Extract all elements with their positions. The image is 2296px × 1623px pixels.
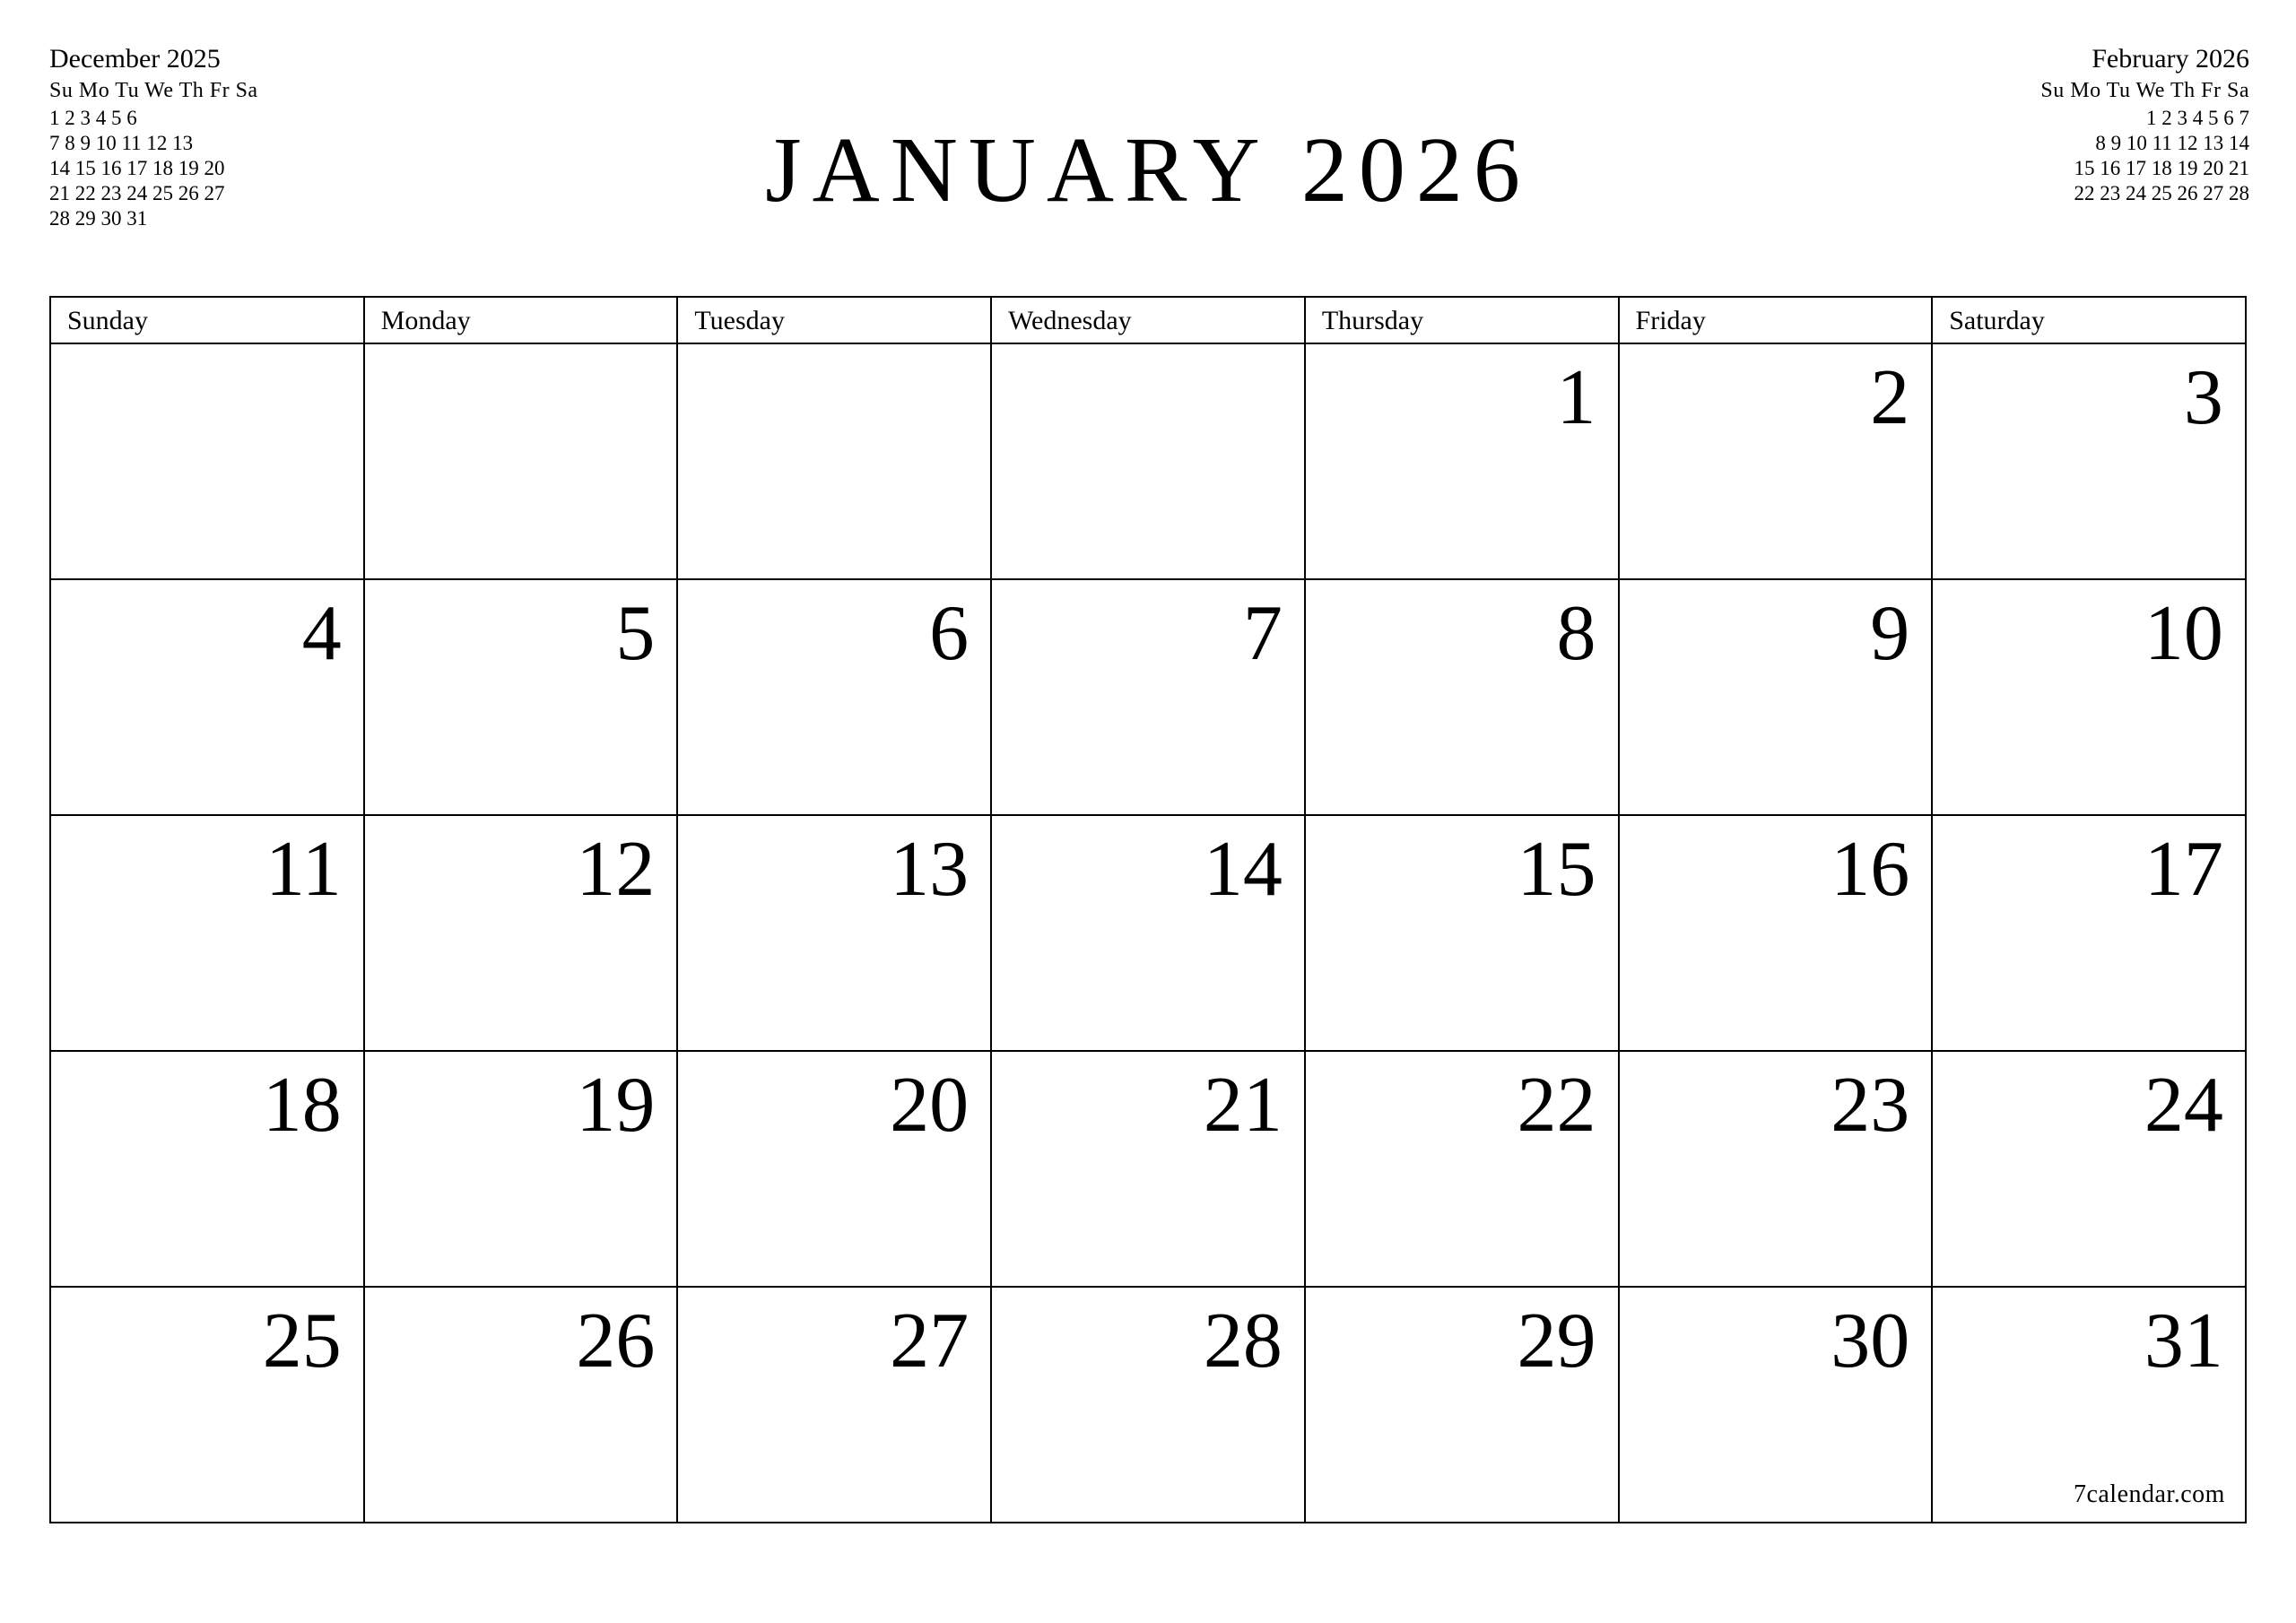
weekday-header-thursday: Thursday xyxy=(1306,298,1620,344)
day-number: 9 xyxy=(1870,590,1910,677)
day-cell[interactable] xyxy=(1933,580,2247,816)
day-cell[interactable] xyxy=(365,1288,679,1523)
day-number: 13 xyxy=(890,826,970,913)
day-cell[interactable] xyxy=(678,1052,992,1288)
day-cell[interactable] xyxy=(1306,1288,1620,1523)
day-cell[interactable] xyxy=(365,580,679,816)
day-number: 30 xyxy=(1831,1298,1910,1384)
day-cell[interactable] xyxy=(992,580,1306,816)
mini-calendar-previous-weekday-header: Su Mo Tu We Th Fr Sa xyxy=(49,79,258,103)
day-number: 12 xyxy=(576,826,656,913)
day-cell[interactable] xyxy=(51,580,365,816)
day-cell[interactable] xyxy=(51,344,365,580)
mini-calendar-next-week: 8 9 10 11 12 13 14 xyxy=(2095,131,2249,154)
day-cell[interactable] xyxy=(678,580,992,816)
day-number: 2 xyxy=(1870,354,1910,441)
day-cell[interactable] xyxy=(1306,344,1620,580)
day-cell[interactable] xyxy=(992,1052,1306,1288)
day-cell[interactable] xyxy=(1620,580,1934,816)
day-cell[interactable] xyxy=(51,1052,365,1288)
mini-calendar-previous-week: 21 22 23 24 25 26 27 xyxy=(49,182,225,205)
day-number: 20 xyxy=(890,1062,970,1149)
day-number: 29 xyxy=(1517,1298,1596,1384)
week-row xyxy=(51,580,2247,816)
mini-calendar-previous-week: 7 8 9 10 11 12 13 xyxy=(49,131,194,154)
day-cell[interactable] xyxy=(365,344,679,580)
week-row xyxy=(51,1288,2247,1523)
day-cell[interactable] xyxy=(1620,344,1934,580)
day-number: 27 xyxy=(890,1298,970,1384)
mini-calendar-next-week: 1 2 3 4 5 6 7 xyxy=(2146,106,2249,129)
mini-calendar-previous-week: 28 29 30 31 xyxy=(49,207,148,230)
day-number: 4 xyxy=(301,590,342,677)
weekday-header-wednesday: Wednesday xyxy=(992,298,1306,344)
day-cell[interactable] xyxy=(1933,1052,2247,1288)
day-number: 1 xyxy=(1556,354,1596,441)
calendar-header xyxy=(0,0,2296,278)
day-cell[interactable] xyxy=(992,344,1306,580)
day-number: 25 xyxy=(262,1298,342,1384)
weekday-header-sunday: Sunday xyxy=(51,298,365,344)
day-number: 15 xyxy=(1517,826,1596,913)
mini-calendar-previous-title: December 2025 xyxy=(49,44,221,74)
day-number: 10 xyxy=(2144,590,2223,677)
day-number: 11 xyxy=(265,826,342,913)
day-cell[interactable] xyxy=(365,1052,679,1288)
weekday-header-monday: Monday xyxy=(365,298,679,344)
week-row xyxy=(51,1052,2247,1288)
day-cell[interactable] xyxy=(1620,816,1934,1052)
day-number: 28 xyxy=(1203,1298,1283,1384)
weekday-header-friday: Friday xyxy=(1620,298,1934,344)
day-cell[interactable] xyxy=(1933,816,2247,1052)
day-cell[interactable] xyxy=(51,816,365,1052)
day-number: 19 xyxy=(576,1062,656,1149)
day-cell[interactable] xyxy=(1620,1288,1934,1523)
week-row xyxy=(51,344,2247,580)
day-number: 14 xyxy=(1203,826,1283,913)
mini-calendar-previous-week: 1 2 3 4 5 6 xyxy=(49,106,137,129)
weekday-header-row xyxy=(51,298,2247,344)
week-row xyxy=(51,816,2247,1052)
day-cell[interactable] xyxy=(1933,1288,2247,1523)
day-number: 8 xyxy=(1556,590,1596,677)
mini-calendar-previous-week: 14 15 16 17 18 19 20 xyxy=(49,156,225,179)
day-number: 26 xyxy=(576,1298,656,1384)
day-cell[interactable] xyxy=(1306,816,1620,1052)
mini-calendar-next-week: 22 23 24 25 26 27 28 xyxy=(2074,182,2249,205)
day-number: 18 xyxy=(262,1062,342,1149)
weekday-header-tuesday: Tuesday xyxy=(678,298,992,344)
page-title: JANUARY 2026 xyxy=(765,118,1531,221)
weekday-header-saturday: Saturday xyxy=(1933,298,2247,344)
day-cell[interactable] xyxy=(678,344,992,580)
day-number: 6 xyxy=(929,590,970,677)
month-grid xyxy=(49,296,2247,1523)
day-cell[interactable] xyxy=(1933,344,2247,580)
day-number: 22 xyxy=(1517,1062,1596,1149)
day-number: 5 xyxy=(615,590,656,677)
mini-calendar-next-weekday-header: Su Mo Tu We Th Fr Sa xyxy=(2040,79,2249,103)
day-number: 7 xyxy=(1242,590,1283,677)
day-cell[interactable] xyxy=(992,816,1306,1052)
day-number: 31 xyxy=(2144,1298,2223,1384)
mini-calendar-next-title: February 2026 xyxy=(2092,44,2249,74)
site-watermark: 7calendar.com xyxy=(2073,1480,2225,1508)
day-number: 16 xyxy=(1831,826,1910,913)
day-cell[interactable] xyxy=(1620,1052,1934,1288)
day-cell[interactable] xyxy=(678,1288,992,1523)
day-number: 21 xyxy=(1203,1062,1283,1149)
mini-calendar-next-week: 15 16 17 18 19 20 21 xyxy=(2074,156,2249,179)
day-cell[interactable] xyxy=(678,816,992,1052)
day-cell[interactable] xyxy=(365,816,679,1052)
day-cell[interactable] xyxy=(51,1288,365,1523)
day-cell[interactable] xyxy=(1306,1052,1620,1288)
day-number: 17 xyxy=(2144,826,2223,913)
day-cell[interactable] xyxy=(992,1288,1306,1523)
day-number: 3 xyxy=(2183,354,2223,441)
day-number: 24 xyxy=(2144,1062,2223,1149)
day-number: 23 xyxy=(1831,1062,1910,1149)
day-cell[interactable] xyxy=(1306,580,1620,816)
